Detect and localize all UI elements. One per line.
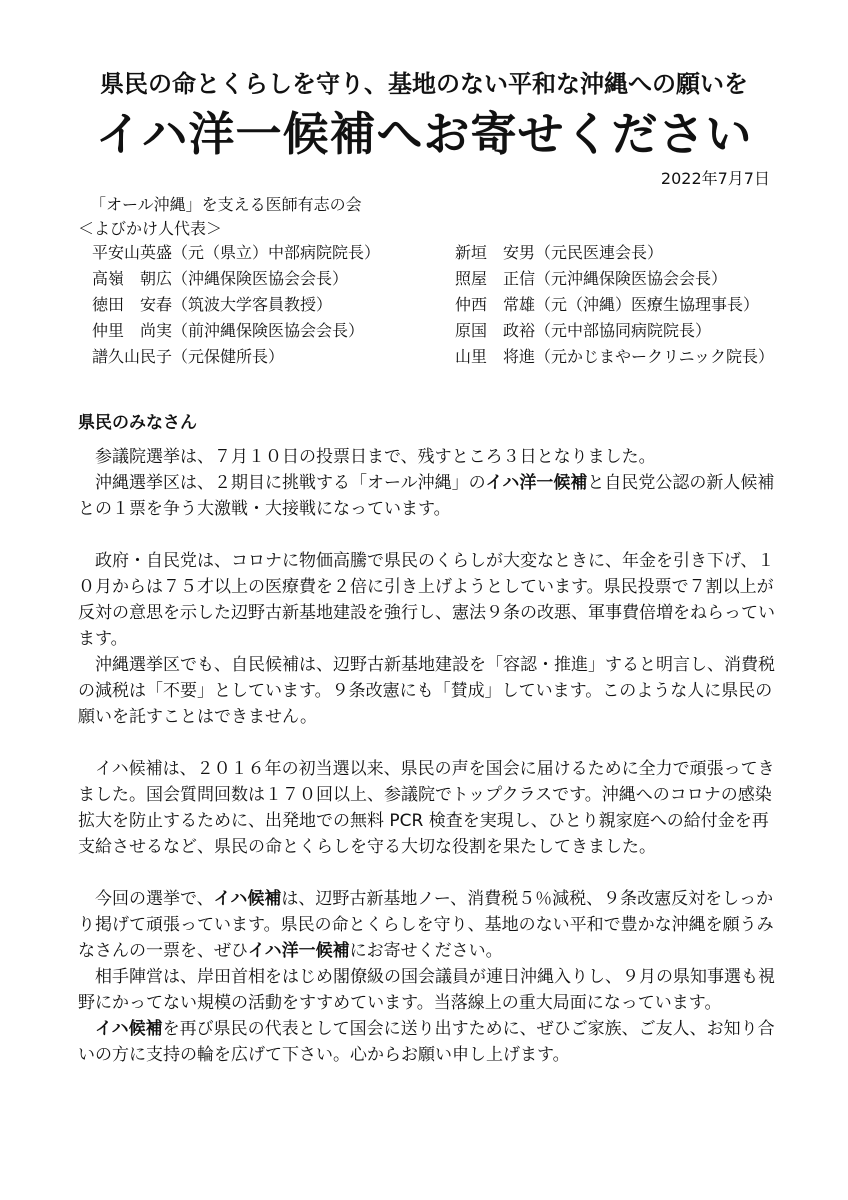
caller-left-3: 徳田 安春（筑波大学客員教授） <box>92 295 333 314</box>
caller-right-5: 山里 将進（元かじまやークリニック院長） <box>455 347 775 366</box>
paragraph-6-text-e: にお寄せください。 <box>349 941 503 961</box>
candidate-name-emphasis: イハ洋一候補 <box>248 941 350 961</box>
headline-subtitle: 県民の命とくらしを守り、基地のない平和な沖縄への願いを <box>100 70 748 98</box>
paragraph-2-text-c: と自民党公認の新人候補との１票を争う大激戦・大接戦になっています。 <box>78 473 775 519</box>
paragraph-4: 沖縄選挙区でも、自民候補は、辺野古新基地建設を「容認・推進」すると明言し、消費税の減税は「不要」としています。９条改憲にも「賛成」しています。このような人に県民の願いを託すことはできません。 <box>78 655 775 727</box>
paragraph-2 <box>78 470 778 522</box>
paragraph-gap <box>78 522 778 548</box>
issue-date: 2022年7月7日 <box>660 169 770 188</box>
candidate-emphasis: イハ候補 <box>213 889 282 909</box>
candidate-name-emphasis: イハ洋一候補 <box>485 473 588 493</box>
paragraph-5: イハ候補は、２０１６年の初当選以来、県民の声を国会に届けるために全力で頑張ってきました。国会質問回数は１７０回以上、参議院でトップクラスです。沖縄へのコロナの感染拡大を防止するために、出発地での無料 PCR 検査を実現し、ひとり親家庭への給付金を再支給させるなど、県民の命とくらしを守る大切な役割を果たしてきました。 <box>78 759 775 857</box>
paragraph-6 <box>78 886 778 964</box>
paragraph-6-text-a: 今回の選挙で、 <box>95 889 214 909</box>
section-title: 県民のみなさん <box>78 413 197 433</box>
headline-title: イハ洋一候補へお寄せください <box>95 107 753 161</box>
caller-right-2: 照屋 正信（元沖縄保険医協会会長） <box>455 269 728 288</box>
caller-left-4: 仲里 尚実（前沖縄保険医協会会長） <box>92 321 365 340</box>
candidate-emphasis: イハ候補 <box>95 1019 163 1039</box>
caller-left-5: 譜久山民子（元保健所長） <box>92 347 285 366</box>
caller-left-1: 平安山英盛（元（県立）中部病院院長） <box>92 243 381 262</box>
caller-right-3: 仲西 常雄（元（沖縄）医療生協理事長） <box>455 295 760 314</box>
caller-right-1: 新垣 安男（元民医連会長） <box>455 243 664 262</box>
paragraph-8-text-b: を再び県民の代表として国会に送り出すために、ぜひご家族、ご友人、お知り合いの方に支持の輪を広げて下さい。心からお願い申し上げます。 <box>78 1019 775 1065</box>
paragraph-1: 参議院選挙は、７月１０日の投票日まで、残すところ３日となりました。 <box>95 447 656 467</box>
paragraph-6-text-c: は、辺野古新基地ノー、消費税５％減税、９条改憲反対をしっかり掲げて頑張っています。県民の命とくらしを守り、基地のない平和で豊かな沖縄を願うみなさんの一票を、ぜひ <box>78 889 774 961</box>
caller-left-2: 高嶺 朝広（沖縄保険医協会会長） <box>92 269 349 288</box>
body-text <box>78 444 778 1068</box>
paragraph-gap <box>78 730 778 756</box>
organization-name: 「オール沖縄」を支える医師有志の会 <box>90 195 362 214</box>
paragraph-3: 政府・自民党は、コロナに物価高騰で県民のくらしが大変なときに、年金を引き下げ、１０月からは７５才以上の医療費を２倍に引き上げようとしています。県民投票で７割以上が反対の意思を示した辺野古新基地建設を強行し、憲法９条の改悪、軍事費倍増をねらっています。 <box>78 551 775 649</box>
paragraph-gap <box>78 860 778 886</box>
paragraph-7: 相手陣営は、岸田首相をはじめ閣僚級の国会議員が連日沖縄入りし、９月の県知事選も視野にかってない規模の活動をすすめています。当落線上の重大局面になっています。 <box>78 967 775 1013</box>
representatives-label: ＜よびかけ人代表＞ <box>78 219 223 238</box>
caller-right-4: 原国 政裕（元中部協同病院院長） <box>455 321 712 340</box>
paragraph-2-text-a: 沖縄選挙区は、２期目に挑戦する「オール沖縄」の <box>95 473 486 493</box>
paragraph-8 <box>78 1016 778 1068</box>
